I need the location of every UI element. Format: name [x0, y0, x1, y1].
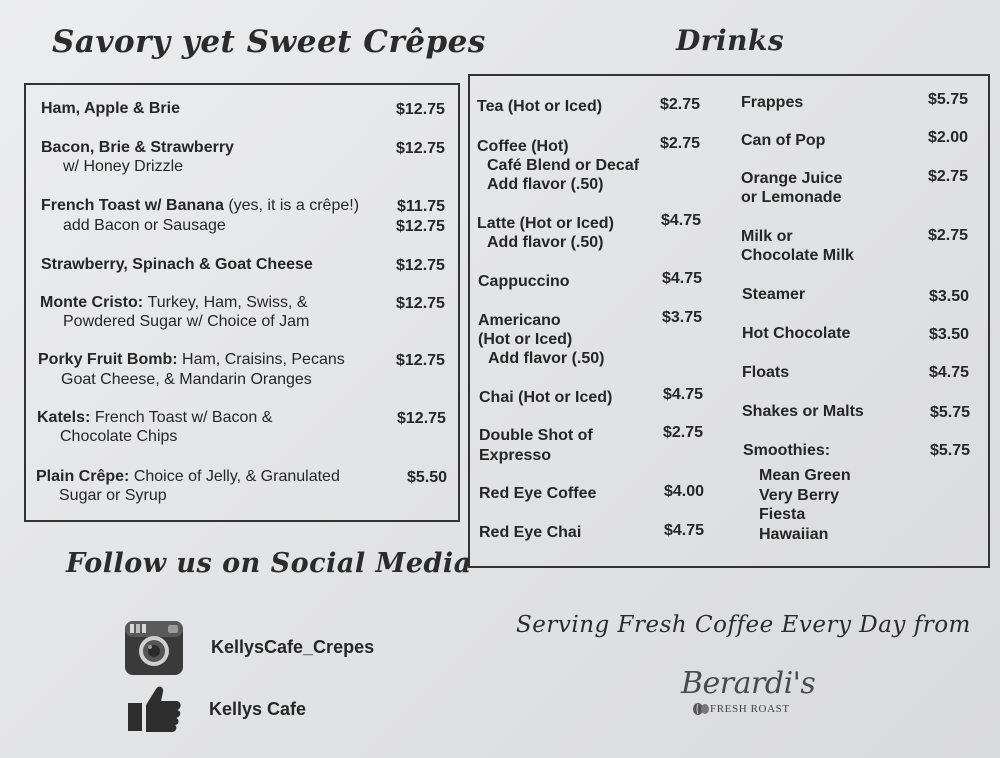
crepe-item-price: $11.75	[397, 198, 446, 215]
drink-item-price: $5.75	[930, 442, 971, 459]
drink-item-name-line2: or Lemonade	[741, 189, 842, 206]
drink-item-name: Cappuccino	[478, 273, 570, 290]
crepe-item-addon-price: $12.75	[396, 218, 445, 235]
drink-item-name: Chai (Hot or Iced)	[479, 389, 613, 406]
coffee-beans-icon	[692, 702, 710, 716]
drink-item-option: Café Blend or Decaf	[487, 157, 640, 174]
crepe-item-note: (yes, it is a crêpe!)	[228, 197, 360, 214]
drink-item-price: $2.75	[928, 168, 969, 185]
drinks-heading: Drinks	[676, 24, 785, 57]
drink-item-price: $4.75	[661, 212, 702, 229]
crepe-item-desc: Choice of Jelly, & Granulated	[133, 468, 340, 485]
drink-item-name: Double Shot of	[479, 427, 593, 444]
drink-item-name: Steamer	[742, 286, 806, 303]
drink-item-price: $5.75	[928, 91, 969, 108]
brand-subtitle: FRESH ROAST	[710, 703, 790, 715]
drink-item-name: Milk or	[741, 228, 793, 245]
crepe-item-title: Porky Fruit Bomb:	[38, 351, 178, 368]
drink-item-name: Americano	[478, 312, 561, 329]
smoothie-flavor: Fiesta	[759, 506, 806, 523]
drink-item-price: $2.75	[663, 424, 704, 441]
drink-item-name-line2: Expresso	[479, 447, 552, 464]
crepe-item-name	[36, 467, 340, 486]
crepe-item-price: $12.75	[397, 410, 446, 427]
drink-item-name: Orange Juice	[741, 170, 843, 187]
drink-item-price: $2.75	[660, 135, 701, 152]
brand-name: Berardi's	[681, 666, 816, 701]
drink-item-price: $4.75	[662, 270, 703, 287]
drink-item-name: Can of Pop	[741, 132, 826, 149]
drink-item-name: Floats	[742, 364, 790, 381]
drink-item-price: $4.75	[663, 386, 704, 403]
drink-item-name: Smoothies:	[743, 442, 831, 459]
serving-tagline: Serving Fresh Coffee Every Day from	[516, 612, 971, 638]
crepe-item-desc: French Toast w/ Bacon &	[94, 409, 273, 426]
drink-item-name: Tea (Hot or Iced)	[477, 98, 603, 115]
crepe-item-title: Plain Crêpe:	[36, 468, 130, 485]
drink-item-name: Hot Chocolate	[742, 325, 851, 342]
drink-item-name-line2: Chocolate Milk	[741, 247, 854, 264]
crepe-item-name	[41, 196, 359, 215]
berardis-logo	[678, 666, 816, 726]
crepe-item-title: Katels:	[37, 409, 91, 426]
facebook-handle: Kellys Cafe	[209, 699, 307, 719]
crepe-item-detail: w/ Honey Drizzle	[63, 158, 184, 175]
drink-item-name: Frappes	[741, 94, 804, 111]
crepe-item-price: $12.75	[396, 101, 445, 118]
drink-item-price: $4.75	[929, 364, 970, 381]
drink-item-price: $4.00	[664, 483, 705, 500]
crepe-item-price: $5.50	[407, 469, 448, 486]
crepe-item-name	[38, 350, 345, 369]
crepe-item-detail: Sugar or Syrup	[59, 487, 167, 504]
drink-item-name: Latte (Hot or Iced)	[477, 215, 614, 232]
crepe-item-desc: Ham, Craisins, Pecans	[182, 351, 345, 368]
drink-item-name: Shakes or Malts	[742, 403, 864, 420]
crepe-item-name: Strawberry, Spinach & Goat Cheese	[41, 256, 313, 273]
crepes-heading: Savory yet Sweet Crêpes	[52, 24, 486, 60]
drink-item-name-line2: (Hot or Iced)	[478, 331, 573, 348]
crepe-item-title: Monte Cristo:	[40, 294, 144, 311]
crepe-item-name: Ham, Apple & Brie	[41, 100, 180, 117]
drink-item-price: $2.75	[928, 227, 969, 244]
social-heading: Follow us on Social Media	[66, 548, 472, 579]
drink-item-price: $4.75	[664, 522, 705, 539]
crepe-item-detail: Goat Cheese, & Mandarin Oranges	[61, 371, 312, 388]
crepe-item-desc: Turkey, Ham, Swiss, &	[147, 294, 308, 311]
thumbs-up-icon	[126, 683, 184, 738]
drink-item-name: Red Eye Coffee	[479, 485, 597, 502]
drink-item-option: Add flavor (.50)	[488, 350, 605, 367]
drink-item-name: Coffee (Hot)	[477, 138, 569, 155]
drink-item-option: Add flavor (.50)	[487, 234, 604, 251]
instagram-handle: KellysCafe_Crepes	[211, 637, 375, 657]
crepe-item-detail: Powdered Sugar w/ Choice of Jam	[63, 313, 310, 330]
drink-item-option: Add flavor (.50)	[487, 176, 604, 193]
drink-item-name: Red Eye Chai	[479, 524, 582, 541]
drink-item-price: $3.50	[929, 288, 970, 305]
crepe-item-price: $12.75	[396, 352, 445, 369]
camera-icon	[124, 620, 184, 681]
crepe-item-name: Bacon, Brie & Strawberry	[41, 139, 234, 156]
crepe-item-price: $12.75	[396, 140, 445, 157]
crepe-item-detail: add Bacon or Sausage	[63, 217, 226, 234]
crepe-item-detail: Chocolate Chips	[60, 428, 178, 445]
drink-item-price: $2.75	[660, 96, 701, 113]
smoothie-flavor: Mean Green	[759, 467, 851, 484]
crepe-item-price: $12.75	[396, 295, 445, 312]
smoothie-flavor: Very Berry	[759, 487, 840, 504]
smoothie-flavor: Hawaiian	[759, 526, 829, 543]
drink-item-price: $5.75	[930, 404, 971, 421]
drink-item-price: $3.50	[929, 326, 970, 343]
crepe-item-price: $12.75	[396, 257, 445, 274]
crepe-item-name	[40, 293, 308, 312]
crepe-item-title: French Toast w/ Banana	[41, 197, 224, 214]
drink-item-price: $2.00	[928, 129, 969, 146]
crepe-item-name	[37, 408, 272, 427]
drink-item-price: $3.75	[662, 309, 703, 326]
